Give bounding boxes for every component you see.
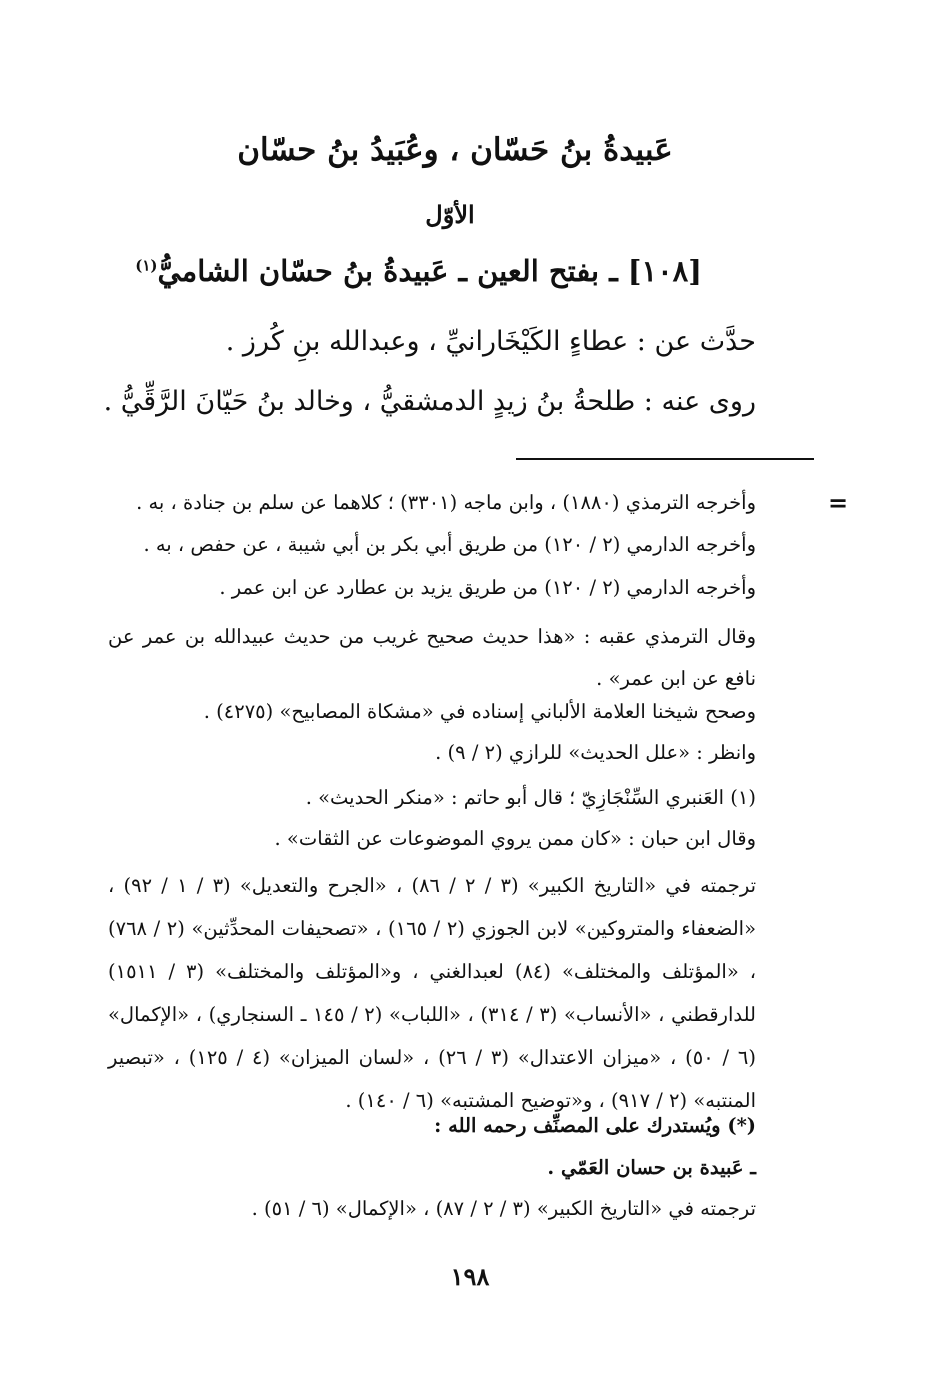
page-number: ١٩٨ [450, 1262, 490, 1291]
addendum-line: ترجمته في «التاريخ الكبير» (٣ / ٢ / ٨٧) ، «الإكمال» (٦ / ٥١) . [251, 1197, 756, 1220]
footnote-paragraph: وقال الترمذي عقبه : «هذا حديث صحيح غريب من حديث عبيدالله بن عمر عن نافع عن ابن عمر» . [108, 625, 756, 690]
footnote-1-paragraph: ترجمته في «التاريخ الكبير» (٣ / ٢ / ٨٦) ، «الجرح والتعديل» (٣ / ١ / ٩٢) ، «الضعفاء والمتروكين» لابن الجوزي (٢ / ١٦٥) ، «تصحيفات المحدِّثين» (٢ / ٧٦٨) ، «المؤتلف والمختلف» (٨٤) لعبدالغني ، و«المؤتلف والمختلف» (٣ / ١٥١١) للدارقطني ، «الأنساب» (٣ / ٣١٤) ، «اللباب» (٢ / ١٤٥ ـ السنجاري) ، «الإكمال» (٦ / ٥٠) ، «ميزان الاعتدال» (٣ / ٢٦) ، «لسان الميزان» (٤ / ١٢٥) ، «تبصير المنتبه» (٢ / ٩١٧) ، و«توضيح المشتبه» (٦ / ١٤٠) . [108, 874, 757, 1112]
footnote-continuation-mark: = [828, 488, 849, 517]
footnote-line: وصحح شيخنا العلامة الألباني إسناده في «مشكاة المصابيح» (٤٢٧٥) . [203, 700, 756, 723]
footnote-line: وأخرجه الدارمي (٢ / ١٢٠) من طريق يزيد بن عطارد عن ابن عمر . [219, 576, 756, 599]
footnote-separator [516, 458, 814, 460]
section-subtitle: الأوّل [425, 200, 475, 229]
narrated-to: روى عنه : طلحةُ بنُ زيدٍ الدمشقيُّ ، وخالد بنُ حَيّانَ الرَّقِّيُّ . [103, 386, 756, 417]
addendum-name: ـ عَبيدة بن حسان العَمّي . [547, 1156, 756, 1179]
narrated-from: حدَّث عن : عطاءٍ الكَيْخَارانيِّ ، وعبدالله بنِ كُرز . [225, 326, 756, 357]
footnote-1-line: وقال ابن حبان : «كان ممن يروي الموضوعات عن الثقات» . [274, 827, 756, 850]
footnote-line: وأخرجه الدارمي (٢ / ١٢٠) من طريق أبي بكر بن أبي شيبة ، عن حفص ، به . [143, 533, 756, 556]
addendum-heading: (*) ويُستدرك على المصنِّف رحمه الله : [434, 1114, 756, 1137]
footnote-1-line: (١) العَنبري السِّنْجَازِيّ ؛ قال أبو حاتم : «منكر الحديث» . [305, 786, 756, 809]
footnote-line: وانظر : «علل الحديث» للرازي (٢ / ٩) . [435, 741, 756, 764]
footnote-line: وأخرجه الترمذي (١٨٨٠) ، وابن ماجه (٣٣٠١) ؛ كلاهما عن سلم بن جنادة ، به . [136, 491, 756, 514]
page-title: عَبيدةُ بنُ حَسّان ، وعُبَيدُ بنُ حسّان [237, 132, 673, 168]
footnote-ref: (١) [135, 256, 158, 275]
entry-heading [135, 254, 702, 288]
entry-heading-text: [١٠٨] ـ بفتح العين ـ عَبيدةُ بنُ حسّان الشاميُّ [157, 254, 702, 288]
